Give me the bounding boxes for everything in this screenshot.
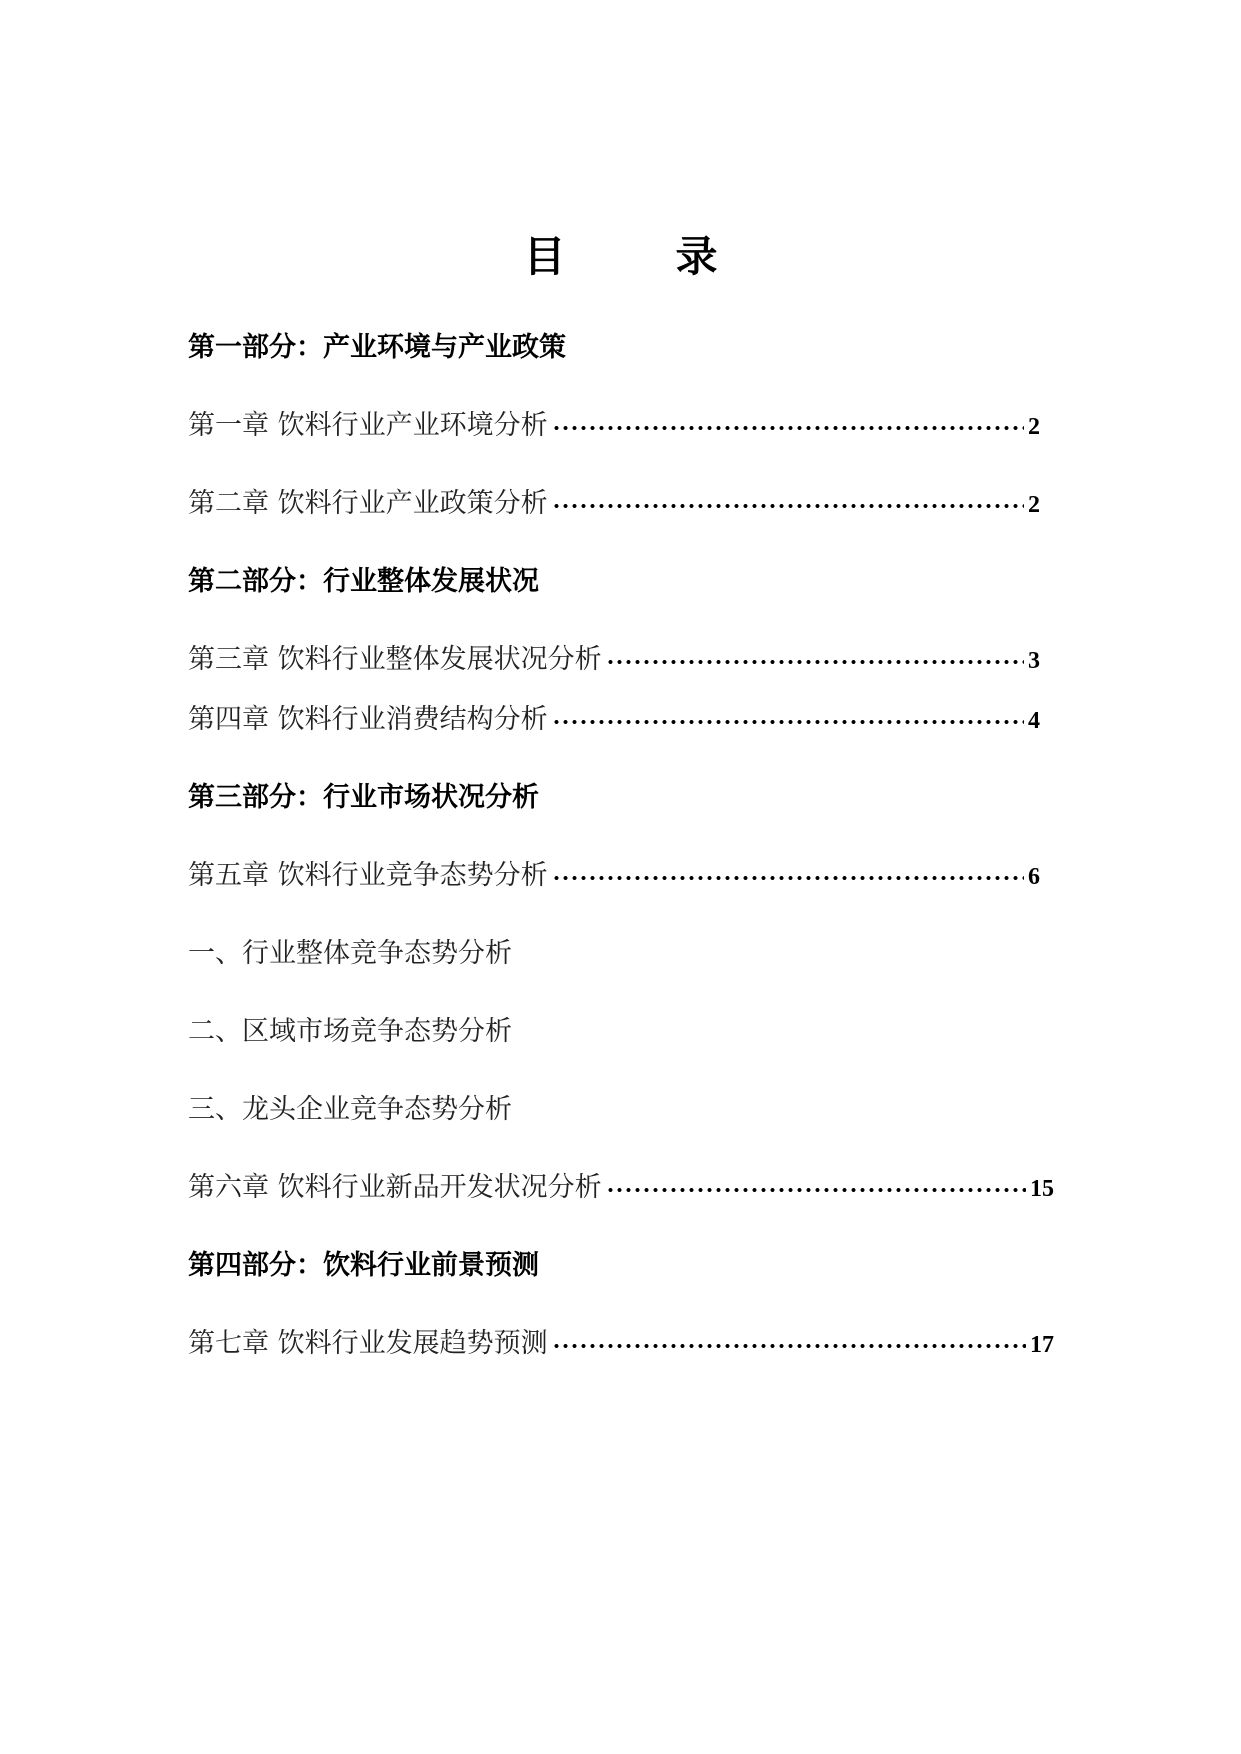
toc-entry-label: 第一章 饮料行业产业环境分析 <box>188 410 548 441</box>
toc-entry-chapter-7[interactable] <box>188 1324 1054 1364</box>
toc-entry-page-number: 6 <box>1028 864 1040 890</box>
dot-leader <box>552 876 1024 880</box>
toc-title <box>0 228 1241 286</box>
toc-entry-chapter-5[interactable] <box>188 856 1054 896</box>
toc-entry-page-number: 2 <box>1028 414 1040 440</box>
toc-entry-chapter-6[interactable] <box>188 1168 1054 1208</box>
toc-title-left: 目 <box>523 232 566 281</box>
dot-leader <box>552 1344 1026 1348</box>
toc-entry-label: 第六章 饮料行业新品开发状况分析 <box>188 1172 602 1203</box>
toc-entry-label: 第五章 饮料行业竞争态势分析 <box>188 860 548 891</box>
toc-entry-page-number: 4 <box>1028 708 1040 734</box>
toc-section-1[interactable]: 一、行业整体竞争态势分析 <box>188 938 512 969</box>
part-heading-3: 第三部分：行业市场状况分析 <box>188 782 539 813</box>
toc-entry-page-number: 2 <box>1028 492 1040 518</box>
toc-entry-page-number: 15 <box>1030 1176 1054 1202</box>
dot-leader <box>552 426 1024 430</box>
toc-entry-page-number: 17 <box>1030 1332 1054 1358</box>
toc-entry-chapter-3[interactable] <box>188 640 1054 680</box>
toc-entry-label: 第二章 饮料行业产业政策分析 <box>188 488 548 519</box>
toc-title-right: 录 <box>675 232 718 281</box>
dot-leader <box>552 720 1024 724</box>
dot-leader <box>606 660 1024 664</box>
dot-leader <box>552 504 1024 508</box>
toc-section-3[interactable]: 三、龙头企业竞争态势分析 <box>188 1094 512 1125</box>
toc-entry-label: 第四章 饮料行业消费结构分析 <box>188 704 548 735</box>
toc-entry-label: 第七章 饮料行业发展趋势预测 <box>188 1328 548 1359</box>
part-heading-4: 第四部分：饮料行业前景预测 <box>188 1250 539 1281</box>
toc-section-2[interactable]: 二、区域市场竞争态势分析 <box>188 1016 512 1047</box>
part-heading-1: 第一部分：产业环境与产业政策 <box>188 332 566 363</box>
toc-entry-chapter-4[interactable] <box>188 700 1054 740</box>
toc-entry-page-number: 3 <box>1028 648 1040 674</box>
toc-entry-chapter-1[interactable] <box>188 406 1054 446</box>
dot-leader <box>606 1188 1026 1192</box>
toc-entry-chapter-2[interactable] <box>188 484 1054 524</box>
toc-entry-label: 第三章 饮料行业整体发展状况分析 <box>188 644 602 675</box>
part-heading-2: 第二部分：行业整体发展状况 <box>188 566 539 597</box>
